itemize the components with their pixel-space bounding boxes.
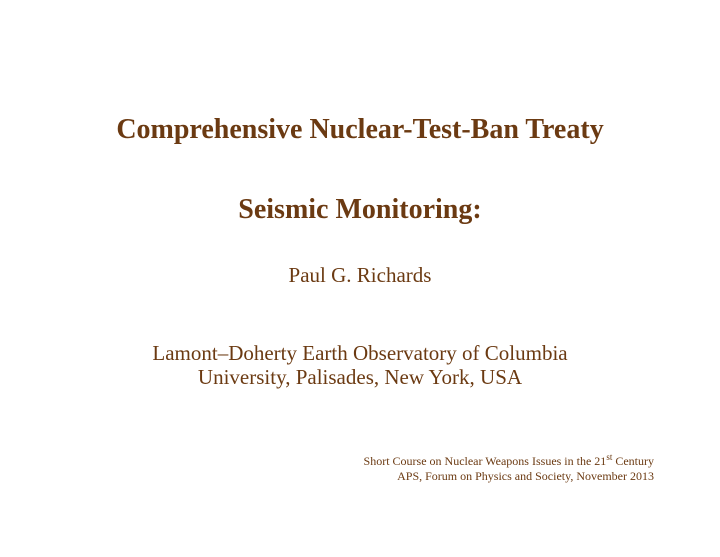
footnote-superscript: st [606, 452, 613, 462]
footnote-line-1-prefix: Short Course on Nuclear Weapons Issues in the 21 [363, 454, 607, 468]
footnote-line-1-suffix: Century [612, 454, 654, 468]
footnote-line-2: APS, Forum on Physics and Society, November 2013 [397, 469, 654, 483]
author-name: Paul G. Richards [288, 263, 432, 287]
affiliation-line-1: Lamont–Doherty Earth Observatory of Columbia [152, 341, 568, 365]
course-footnote [234, 454, 654, 484]
affiliation [0, 341, 720, 389]
slide-title-line-2: Seismic Monitoring: [238, 194, 482, 225]
affiliation-line-2: University, Palisades, New York, USA [197, 365, 523, 389]
footnote-line-1 [234, 454, 654, 469]
slide-title-line-1: Comprehensive Nuclear-Test-Ban Treaty [116, 114, 604, 145]
